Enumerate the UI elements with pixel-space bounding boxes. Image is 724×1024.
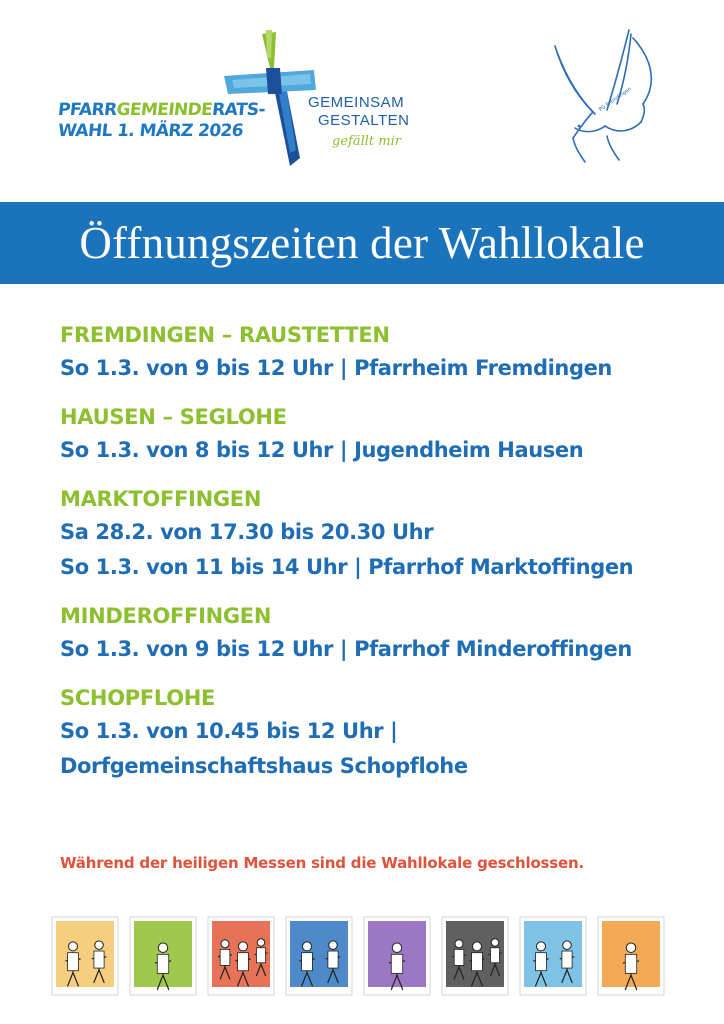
location-hours: So 1.3. von 9 bis 12 Uhr | Pfarrhof Minderoffingen: [60, 637, 632, 661]
location-block: [60, 600, 700, 667]
illustration-strip: [50, 915, 672, 997]
campfire-illustration: [442, 917, 508, 995]
location-title: MARKTOFFINGEN: [60, 487, 262, 511]
location-title: HAUSEN – SEGLOHE: [60, 405, 287, 429]
motto-line3: gefällt mir: [332, 134, 401, 149]
cooking-pot-illustration: [52, 917, 118, 995]
music-band-illustration: [598, 917, 664, 995]
location-hours: So 1.3. von 9 bis 12 Uhr | Pfarrheim Fremdingen: [60, 356, 612, 380]
hiking-illustration: [520, 917, 586, 995]
election-logo-line2: WAHL 1. MÄRZ 2026: [57, 121, 244, 141]
tree-children-illustration: [364, 917, 430, 995]
dove-logo-text: PG Fremdingen: [598, 86, 633, 113]
location-hours: So 1.3. von 10.45 bis 12 Uhr |: [60, 719, 398, 743]
location-title: MINDEROFFINGEN: [60, 604, 272, 628]
polling-locations-list: [60, 319, 700, 799]
page-title: Öffnungszeiten der Wahllokale: [79, 218, 645, 268]
election-logo-line1: PFARRGEMEINDERATS-: [57, 100, 266, 120]
location-hours: Sa 28.2. von 17.30 bis 20.30 Uhr: [60, 520, 434, 544]
location-hours: So 1.3. von 8 bis 12 Uhr | Jugendheim Hausen: [60, 438, 584, 462]
location-title: FREMDINGEN – RAUSTETTEN: [60, 323, 390, 347]
child-gardening-illustration: [130, 917, 196, 995]
location-block: [60, 319, 700, 386]
motto-line1: GEMEINSAM: [308, 94, 405, 111]
location-block: [60, 483, 700, 585]
dove-icon: [545, 24, 670, 169]
motto: [308, 94, 409, 149]
group-people-illustration: [286, 917, 352, 995]
kneeling-person-illustration: [208, 917, 274, 995]
location-block: [60, 401, 700, 468]
cross-icon: [222, 28, 322, 173]
title-banner: [0, 202, 724, 284]
location-title: SCHOPFLOHE: [60, 686, 216, 710]
motto-line2: GESTALTEN: [318, 112, 410, 129]
closing-notice: Während der heiligen Messen sind die Wahllokale geschlossen.: [60, 854, 584, 872]
location-hours: So 1.3. von 11 bis 14 Uhr | Pfarrhof Marktoffingen: [60, 555, 634, 579]
location-hours: Dorfgemeinschaftshaus Schopflohe: [60, 754, 468, 778]
location-block: [60, 682, 700, 784]
